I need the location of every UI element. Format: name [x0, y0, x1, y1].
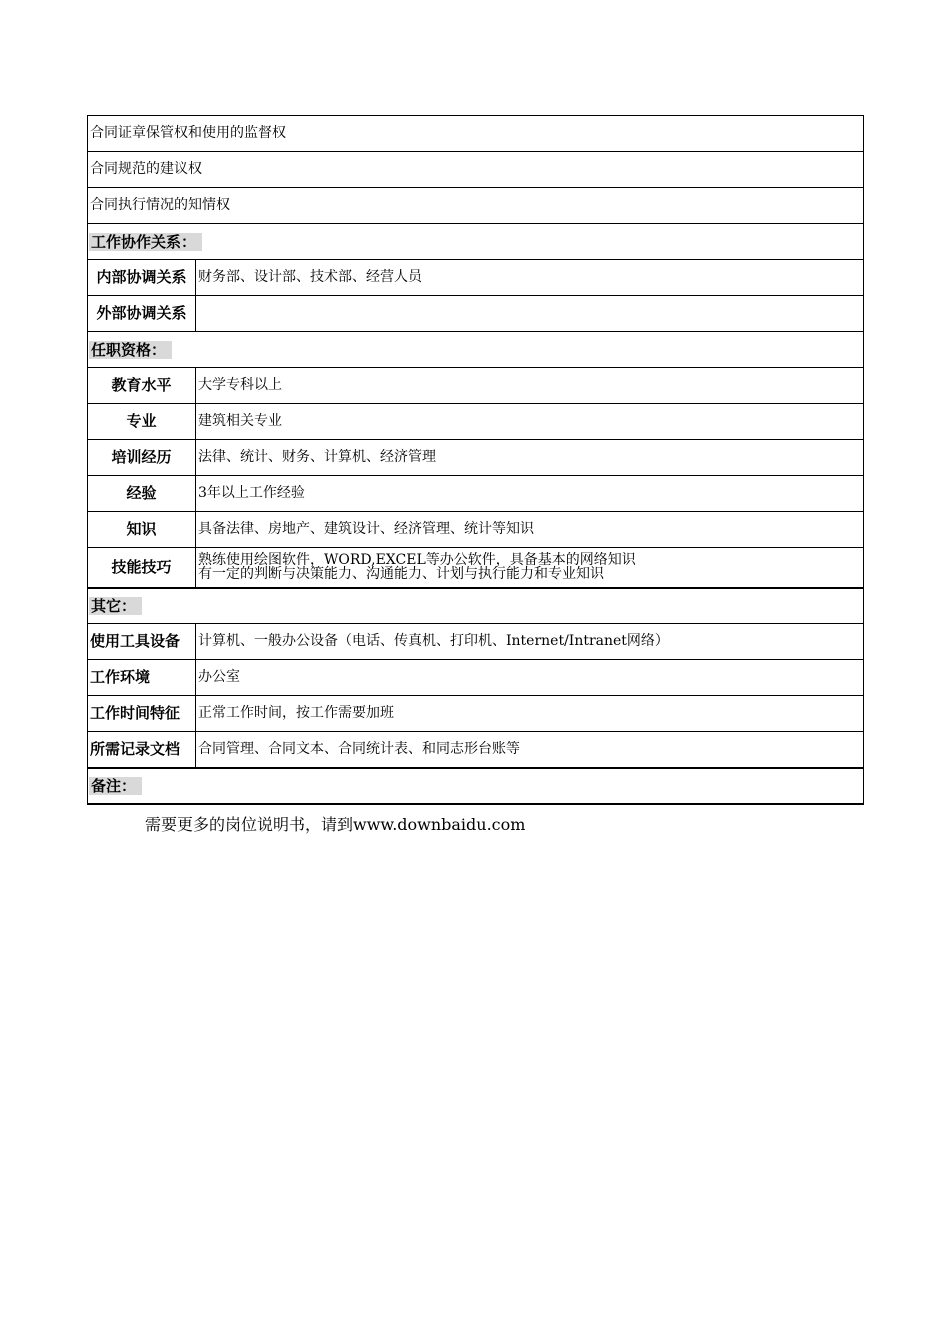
section-header-cell: [88, 224, 864, 260]
tools-value: 计算机、一般办公设备（电话、传真机、打印机、Internet/Intranet网络）: [196, 624, 864, 660]
internal-coordination-label: 内部协调关系: [88, 260, 196, 296]
skills-label: 技能技巧: [88, 548, 196, 588]
records-value: 合同管理、合同文本、合同统计表、和同志形台账等: [196, 732, 864, 768]
right-cell: 合同执行情况的知情权: [88, 188, 864, 224]
education-label: 教育水平: [88, 368, 196, 404]
education-value: 大学专科以上: [196, 368, 864, 404]
tools-label: 使用工具设备: [88, 624, 196, 660]
job-description-table: [87, 115, 864, 805]
footer-note: 需要更多的岗位说明书，请到www.downbaidu.com: [145, 815, 526, 834]
remarks-section-title: 备注：: [89, 777, 142, 795]
qualifications-section-title: 任职资格：: [89, 341, 172, 359]
table-row: [88, 660, 864, 696]
skills-value: [196, 548, 864, 588]
environment-value: 办公室: [196, 660, 864, 696]
environment-label: 工作环境: [88, 660, 196, 696]
table-row: [88, 368, 864, 404]
section-header-cell: [88, 588, 864, 624]
cooperation-section-title: 工作协作关系：: [89, 233, 202, 251]
right-row: [88, 116, 864, 152]
right-cell: 合同规范的建议权: [88, 152, 864, 188]
training-value: 法律、统计、财务、计算机、经济管理: [196, 440, 864, 476]
other-section-title: 其它：: [89, 597, 142, 615]
right-row: [88, 188, 864, 224]
external-coordination-value: [196, 296, 864, 332]
table-row: [88, 696, 864, 732]
section-header-cell: [88, 768, 864, 804]
table-row: [88, 440, 864, 476]
section-header-row: [88, 332, 864, 368]
training-label: 培训经历: [88, 440, 196, 476]
job-description-sheet: [87, 115, 863, 805]
right-cell: 合同证章保管权和使用的监督权: [88, 116, 864, 152]
major-value: 建筑相关专业: [196, 404, 864, 440]
skills-line: 有一定的判断与决策能力、沟通能力、计划与执行能力和专业知识: [198, 566, 604, 583]
experience-label: 经验: [88, 476, 196, 512]
knowledge-label: 知识: [88, 512, 196, 548]
table-row: [88, 548, 864, 588]
table-row: [88, 476, 864, 512]
table-row: [88, 296, 864, 332]
knowledge-value: 具备法律、房地产、建筑设计、经济管理、统计等知识: [196, 512, 864, 548]
internal-coordination-value: 财务部、设计部、技术部、经营人员: [196, 260, 864, 296]
section-header-row: [88, 224, 864, 260]
experience-value: 3年以上工作经验: [196, 476, 864, 512]
records-label: 所需记录文档: [88, 732, 196, 768]
section-header-cell: [88, 332, 864, 368]
external-coordination-label: 外部协调关系: [88, 296, 196, 332]
table-row: [88, 732, 864, 768]
work-hours-value: 正常工作时间，按工作需要加班: [196, 696, 864, 732]
work-hours-label: 工作时间特征: [88, 696, 196, 732]
table-row: [88, 512, 864, 548]
section-header-row: [88, 768, 864, 804]
skills-line: 熟练使用绘图软件，WORD,EXCEL等办公软件，具备基本的网络知识: [198, 552, 636, 569]
right-row: [88, 152, 864, 188]
major-label: 专业: [88, 404, 196, 440]
table-row: [88, 404, 864, 440]
section-header-row: [88, 588, 864, 624]
table-row: [88, 260, 864, 296]
table-row: [88, 624, 864, 660]
